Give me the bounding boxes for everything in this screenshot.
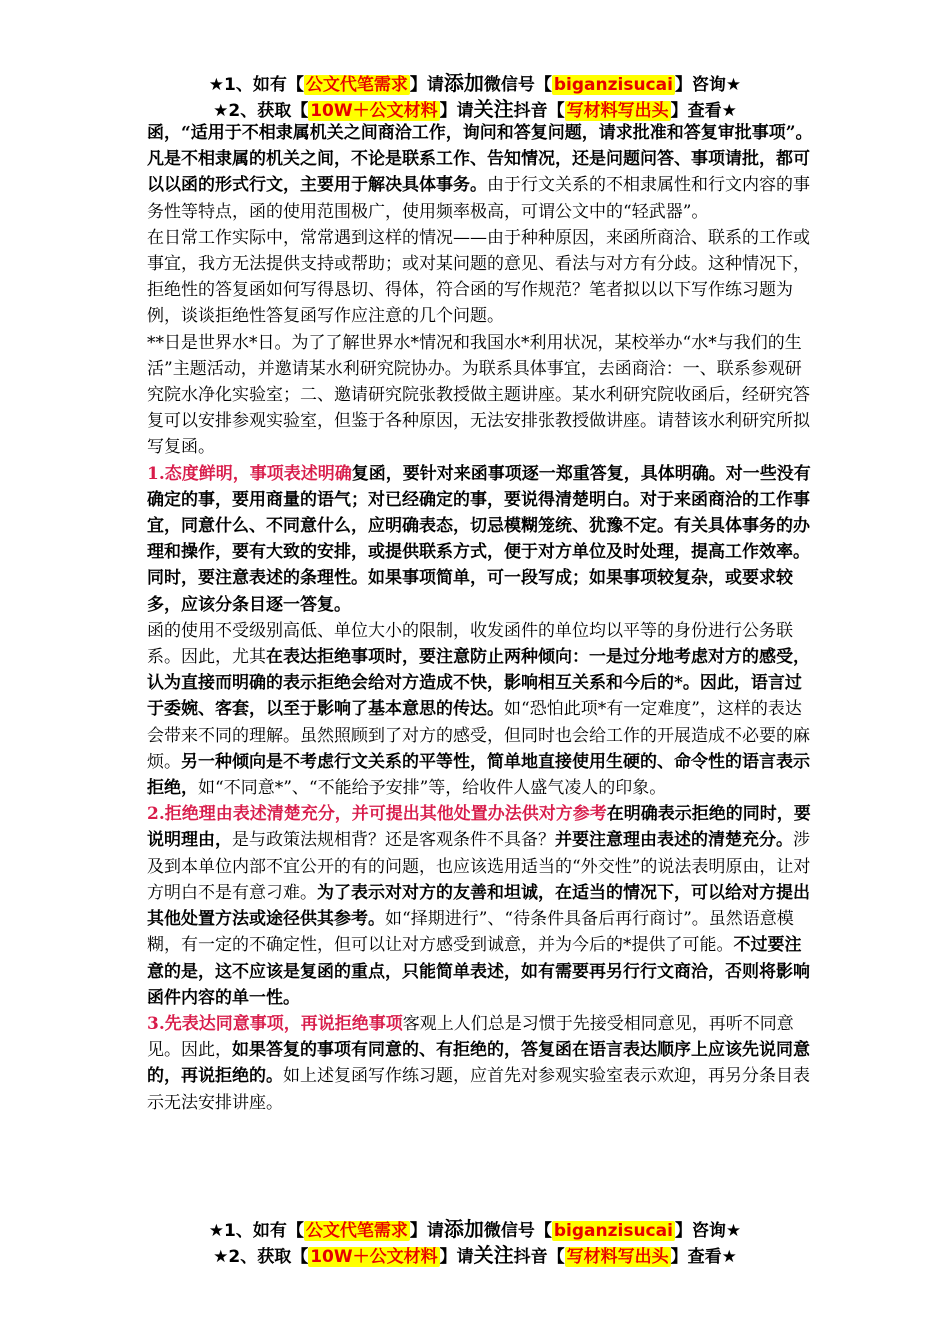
- highlight-wechat-id: biganzisucai: [553, 1221, 673, 1241]
- highlight-materials: 10W＋公文材料: [310, 101, 438, 121]
- highlight-douyin: 写材料写出头: [566, 1247, 669, 1267]
- banner-emphasis: 关注: [473, 1243, 514, 1267]
- banner-emphasis: 添加: [443, 71, 484, 95]
- banner-text: 微信号【: [483, 75, 552, 95]
- article-body: [147, 120, 815, 1116]
- plain-text: 由于行文关系的不相隶属性和行文内容的事务性等特点，函的使用范围极广，使用频率极高，可谓公文中的“轻武器”。: [147, 175, 810, 222]
- banner-text: 】请: [439, 1247, 474, 1267]
- bold-text: 如果答复的事项有同意的、有拒绝的，答复函在语言表达顺序上应该先说同意的，再说拒绝的。: [147, 1040, 810, 1087]
- plain-text: 如“恐怕此项*有一定难度”，这样的表达会带来不同的理解。虽然照顾到了对方的感受，但同时也会给工作的开展造成不必要的麻烦。: [147, 699, 810, 772]
- banner-text: 抖音【: [513, 1247, 565, 1267]
- banner-text: ★2、获取【: [213, 1247, 309, 1267]
- top-banner-line-1: [0, 70, 950, 98]
- bold-text: 在明确表示拒绝的同时，要说明理由，: [147, 804, 811, 851]
- bold-text: 函，“适用于不相隶属机关之间商洽工作，询问和答复问题，请求批准和答复审批事项”。凡是不相隶属的机关之间，不论是联系工作、告知情况，还是问题问答、事项请批，都可以以函的形式行文，主要用于解决具体事务。: [147, 123, 813, 196]
- bottom-banner-line-2: [0, 1242, 950, 1270]
- plain-text: 涉及到本单位内部不宜公开的有的问题，也应该选用适当的“外交性”的说法表明原由，让对方明白不是有意刁难。: [147, 830, 811, 903]
- banner-text: 抖音【: [513, 101, 565, 121]
- banner-text: 】请: [409, 75, 444, 95]
- highlight-service: 公文代笔需求: [305, 1221, 408, 1241]
- highlight-materials: 10W＋公文材料: [310, 1247, 438, 1267]
- banner-text: 微信号【: [483, 1221, 552, 1241]
- paragraph-point-2: [147, 801, 815, 1011]
- section-heading-2: 2.拒绝理由表述清楚充分，并可提出其他处置办法供对方参考: [147, 804, 607, 825]
- bold-text: 并要注意理由表述的清楚充分。: [555, 830, 793, 851]
- banner-emphasis: 添加: [443, 1217, 484, 1241]
- banner-text: ★2、获取【: [213, 101, 309, 121]
- plain-text: 如上述复函写作练习题，应首先对参观实验室表示欢迎，再另分条目表示无法安排讲座。: [147, 1066, 810, 1113]
- banner-text: 】咨询★: [674, 75, 742, 95]
- bold-text: 另一种倾向是不考虑行文关系的平等性，简单地直接使用生硬的、命令性的语言表示拒绝，: [147, 751, 810, 799]
- plain-text: 如“择期进行”、“待条件具备后再行商讨”。虽然语意模糊，有一定的不确定性，但可以让对方感受到诚意，并为今后的*提供了可能。: [147, 909, 794, 956]
- banner-text: ★1、如有【: [208, 75, 304, 95]
- plain-text: 函的使用不受级别高低、单位大小的限制，收发函件的单位均以平等的身份进行公务联系。因此，尤其: [147, 620, 793, 668]
- paragraph-definition: [147, 120, 815, 225]
- banner-emphasis: 关注: [473, 97, 514, 121]
- bold-text: 不过要注意的是，这不应该是复函的重点，只能简单表述，如有需要再另行行文商洽，否则将影响函件内容的单一性。: [147, 935, 810, 1008]
- banner-text: 】查看★: [670, 101, 737, 121]
- plain-text: 如“不同意*”、“不能给予安排”等，给收件人盛气凌人的印象。: [198, 778, 667, 799]
- highlight-service: 公文代笔需求: [305, 75, 408, 95]
- banner-text: 】请: [439, 101, 474, 121]
- section-heading-3: 3.先表达同意事项，再说拒绝事项: [147, 1013, 403, 1034]
- banner-text: 】请: [409, 1221, 444, 1241]
- bold-text: 复函，要针对来函事项逐一郑重答复，具体明确。对一些没有确定的事，要用商量的语气；对已经确定的事，要说得清楚明白。对于来函商洽的工作事宜，同意什么、不同意什么，应明确表态，切忌模糊笼统、犹豫不定。有关具体事务的办理和操作，要有大致的安排，或提供联系方式，便于对方单位及时处理，提高工作效率。同时，要注意表述的条理性。如果事项简单，可一段写成；如果事项较复杂，或要求较多，应该分条目逐一答复。: [147, 463, 811, 615]
- bold-text: 为了表示对对方的友善和坦诚，在适当的情况下，可以给对方提出其他处置方法或途径供其参考。: [147, 882, 810, 930]
- bold-text: 在表达拒绝事项时，要注意防止两种倾向：一是过分地考虑对方的感受，认为直接而明确的表示拒绝会给对方造成不快，影响相互关系和今后的*。因此，语言过于委婉、客套，以至于影响了基本意思的传达。: [147, 647, 810, 720]
- section-heading-1: 1.态度鲜明，事项表述明确: [147, 463, 352, 484]
- bottom-banner-line-1: [0, 1216, 950, 1244]
- banner-text: ★1、如有【: [208, 1221, 304, 1241]
- highlight-douyin: 写材料写出头: [566, 101, 669, 121]
- paragraph-point-1: [147, 461, 815, 618]
- highlight-wechat-id: biganzisucai: [553, 75, 673, 95]
- banner-text: 】咨询★: [674, 1221, 742, 1241]
- paragraph-tendencies: [147, 618, 815, 801]
- paragraph-context: 在日常工作实际中，常常遇到这样的情况——由于种种原因，来函所商洽、联系的工作或事宜，我方无法提供支持或帮助；或对某问题的意见、看法与对方有分歧。这种情况下，拒绝性的答复函如何写得恳切、得体，符合函的写作规范？笔者拟以以下写作练习题为例，谈谈拒绝性答复函写作应注意的几个问题。: [147, 227, 810, 327]
- paragraph-exercise: **日是世界水*日。为了了解世界水*情况和我国水*利用状况，某校举办“水*与我们的生活”主题活动，并邀请某水利研究院协办。为联系具体事宜，去函商洽：一、联系参观研究院水净化实验室；二、邀请研究院张教授做主题讲座。某水利研究院收函后，经研究答复可以安排参观实验室，但鉴于各种原因，无法安排张教授做讲座。请替该水利研究所拟写复函。: [147, 332, 810, 458]
- paragraph-point-3: [147, 1011, 815, 1116]
- banner-text: 】查看★: [670, 1247, 737, 1267]
- plain-text: 是与政策法规相背？还是客观条件不具备？: [232, 830, 555, 851]
- plain-text: 客观上人们总是习惯于先接受相同意见，再听不同意见。因此，: [147, 1013, 794, 1061]
